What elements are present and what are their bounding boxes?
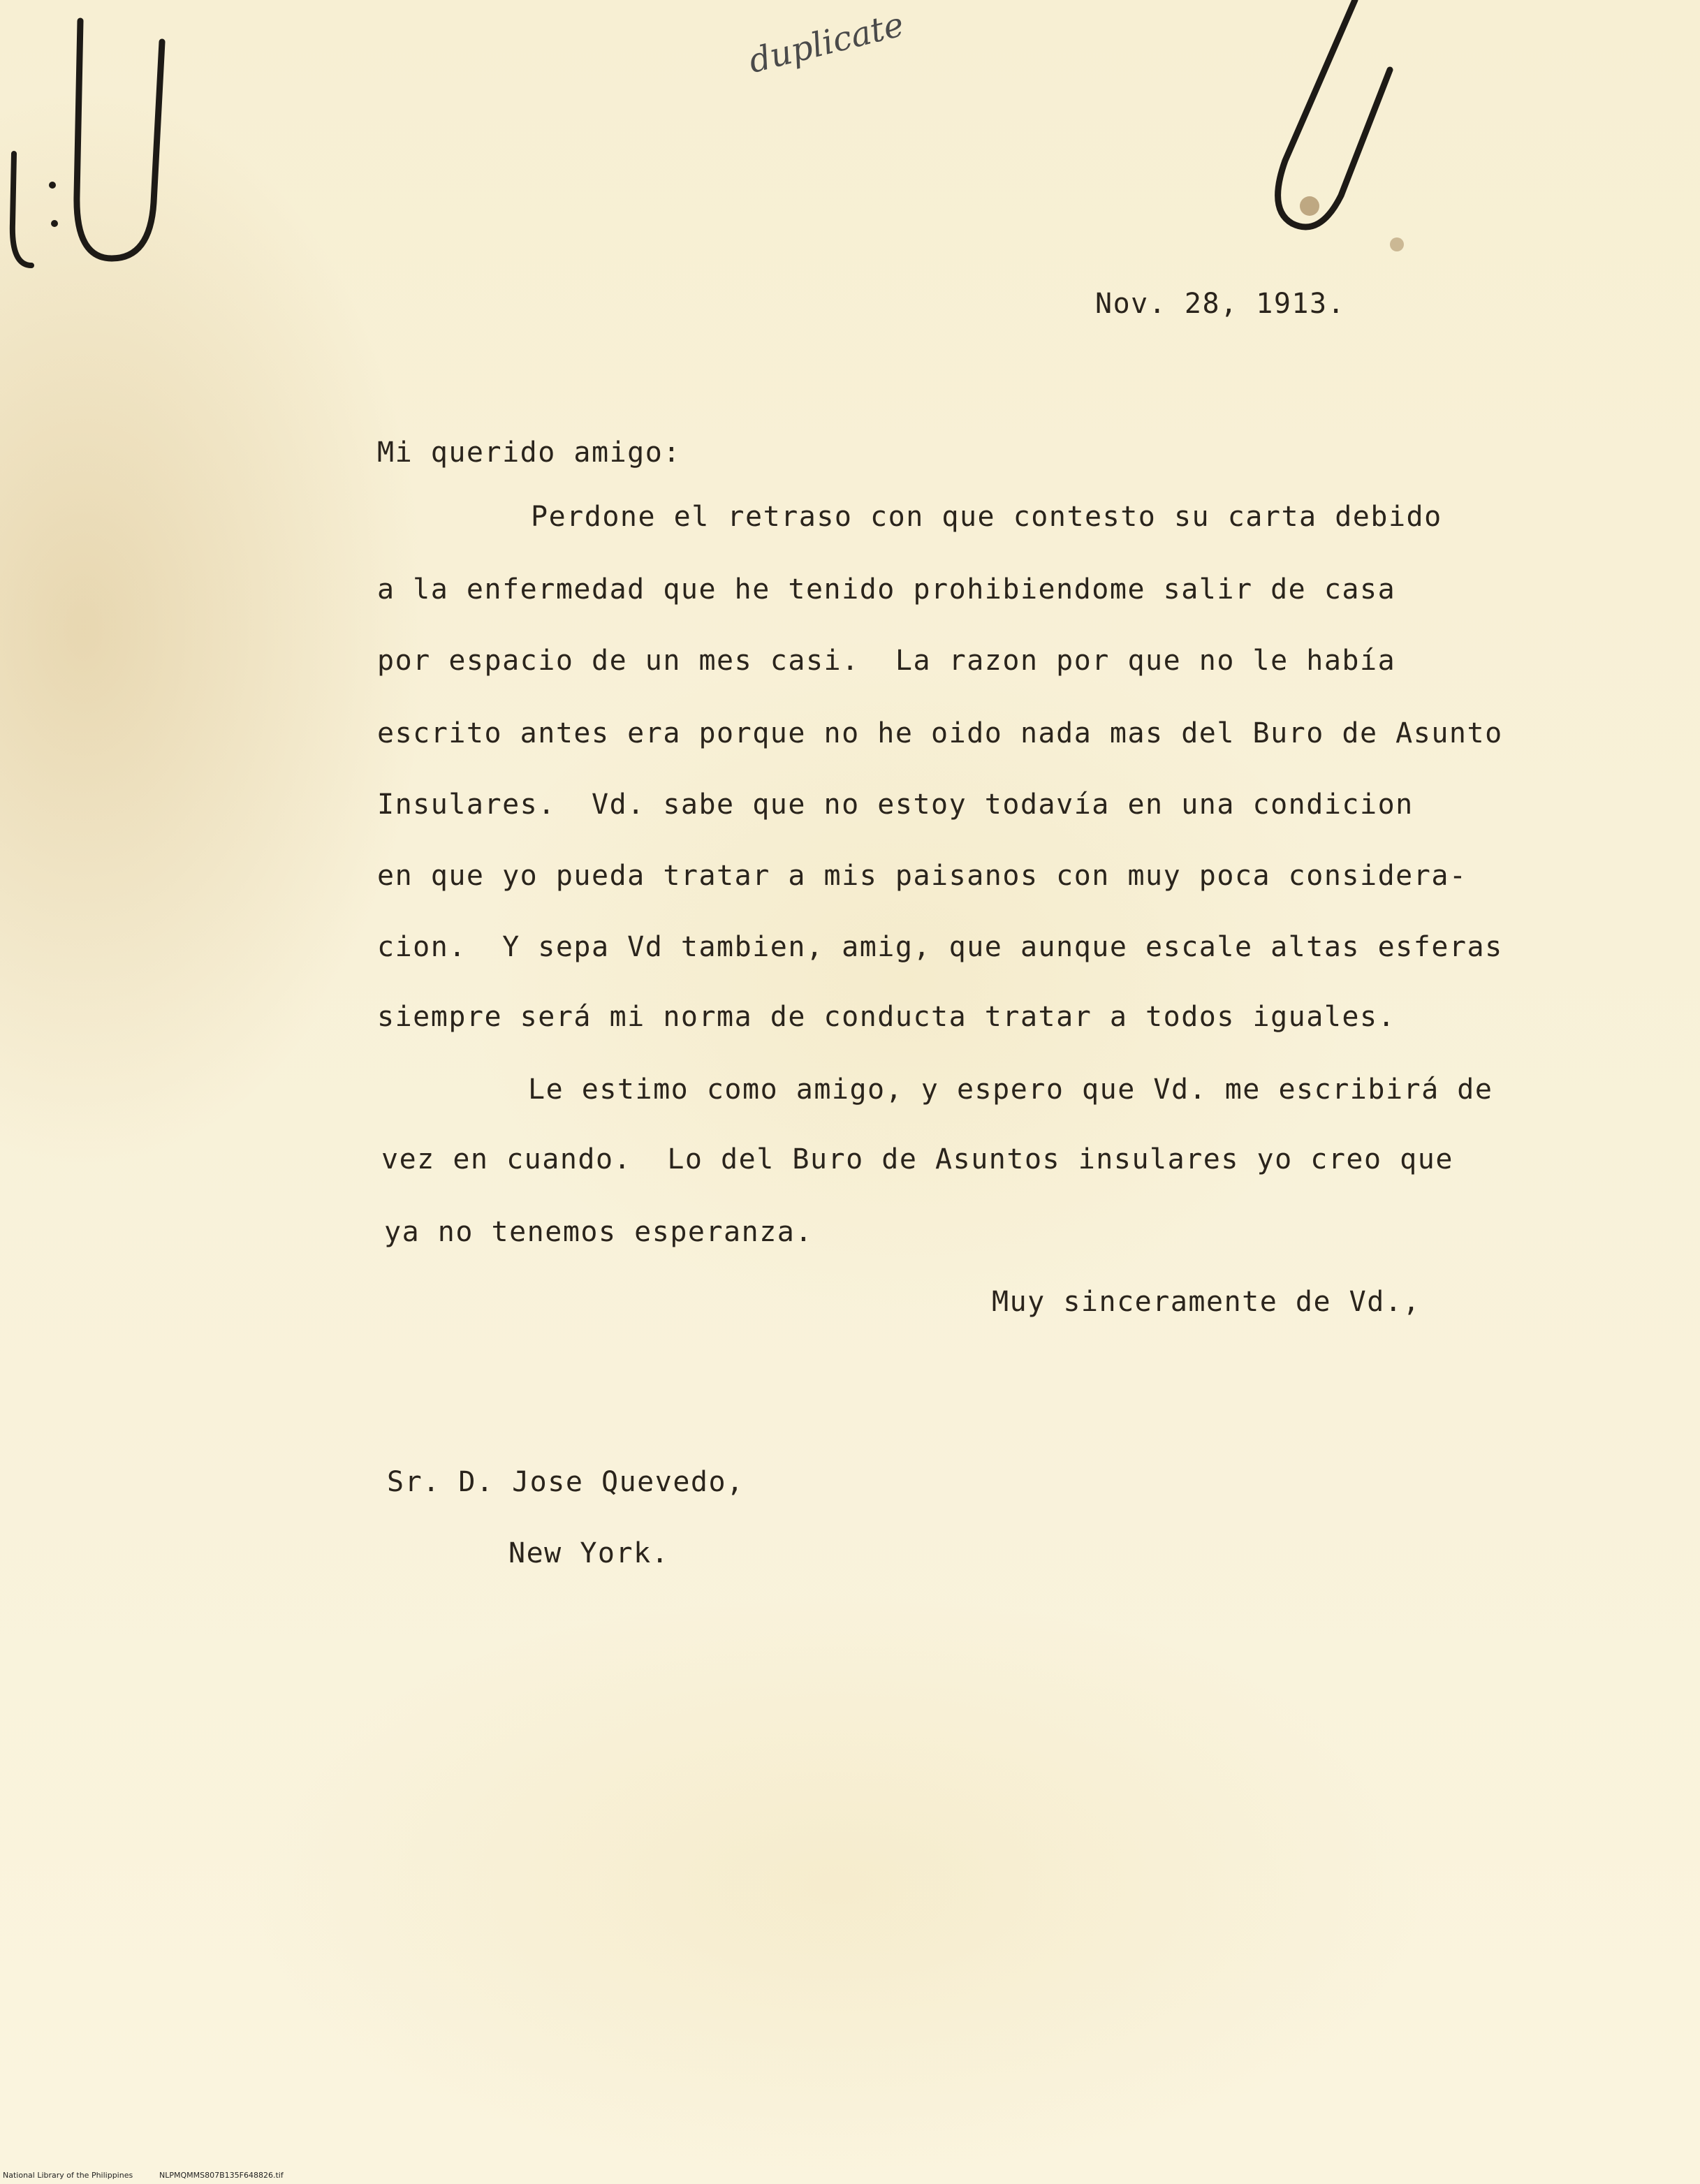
recipient-city: New York. — [508, 1537, 670, 1569]
closing: Muy sinceramente de Vd., — [992, 1286, 1421, 1318]
body-line: cion. Y sepa Vd tambien, amig, que aunque escale altas esferas — [377, 931, 1503, 963]
body-line: por espacio de un mes casi. La razon por que no le había — [377, 645, 1396, 677]
paper-clip-left — [0, 14, 182, 279]
body-line: escrito antes era porque no he oido nada mas del Buro de Asunto — [377, 717, 1503, 749]
salutation: Mi querido amigo: — [377, 437, 681, 469]
paper-clip-right — [1243, 0, 1425, 265]
footer-library-credit: National Library of the Philippines — [3, 2171, 133, 2180]
letter-date: Nov. 28, 1913. — [1095, 288, 1346, 320]
body-line: Le estimo como amigo, y espero que Vd. me escribirá de — [528, 1073, 1493, 1106]
body-line: Insulares. Vd. sabe que no estoy todavía en una condicion — [377, 789, 1414, 821]
footer-file-id: NLPMQMMS807B135F648826.tif — [159, 2171, 284, 2180]
body-line: vez en cuando. Lo del Buro de Asuntos insulares yo creo que — [381, 1143, 1453, 1175]
handwritten-annotation: duplicate — [745, 4, 908, 82]
recipient-name: Sr. D. Jose Quevedo, — [387, 1466, 745, 1498]
body-line: Perdone el retraso con que contesto su carta debido — [531, 501, 1442, 533]
body-line: siempre será mi norma de conducta tratar a todos iguales. — [377, 1001, 1396, 1033]
body-line: en que yo pueda tratar a mis paisanos con muy poca considera- — [377, 860, 1467, 892]
body-line: a la enfermedad que he tenido prohibiendome salir de casa — [377, 573, 1396, 606]
body-line: ya no tenemos esperanza. — [384, 1216, 813, 1248]
